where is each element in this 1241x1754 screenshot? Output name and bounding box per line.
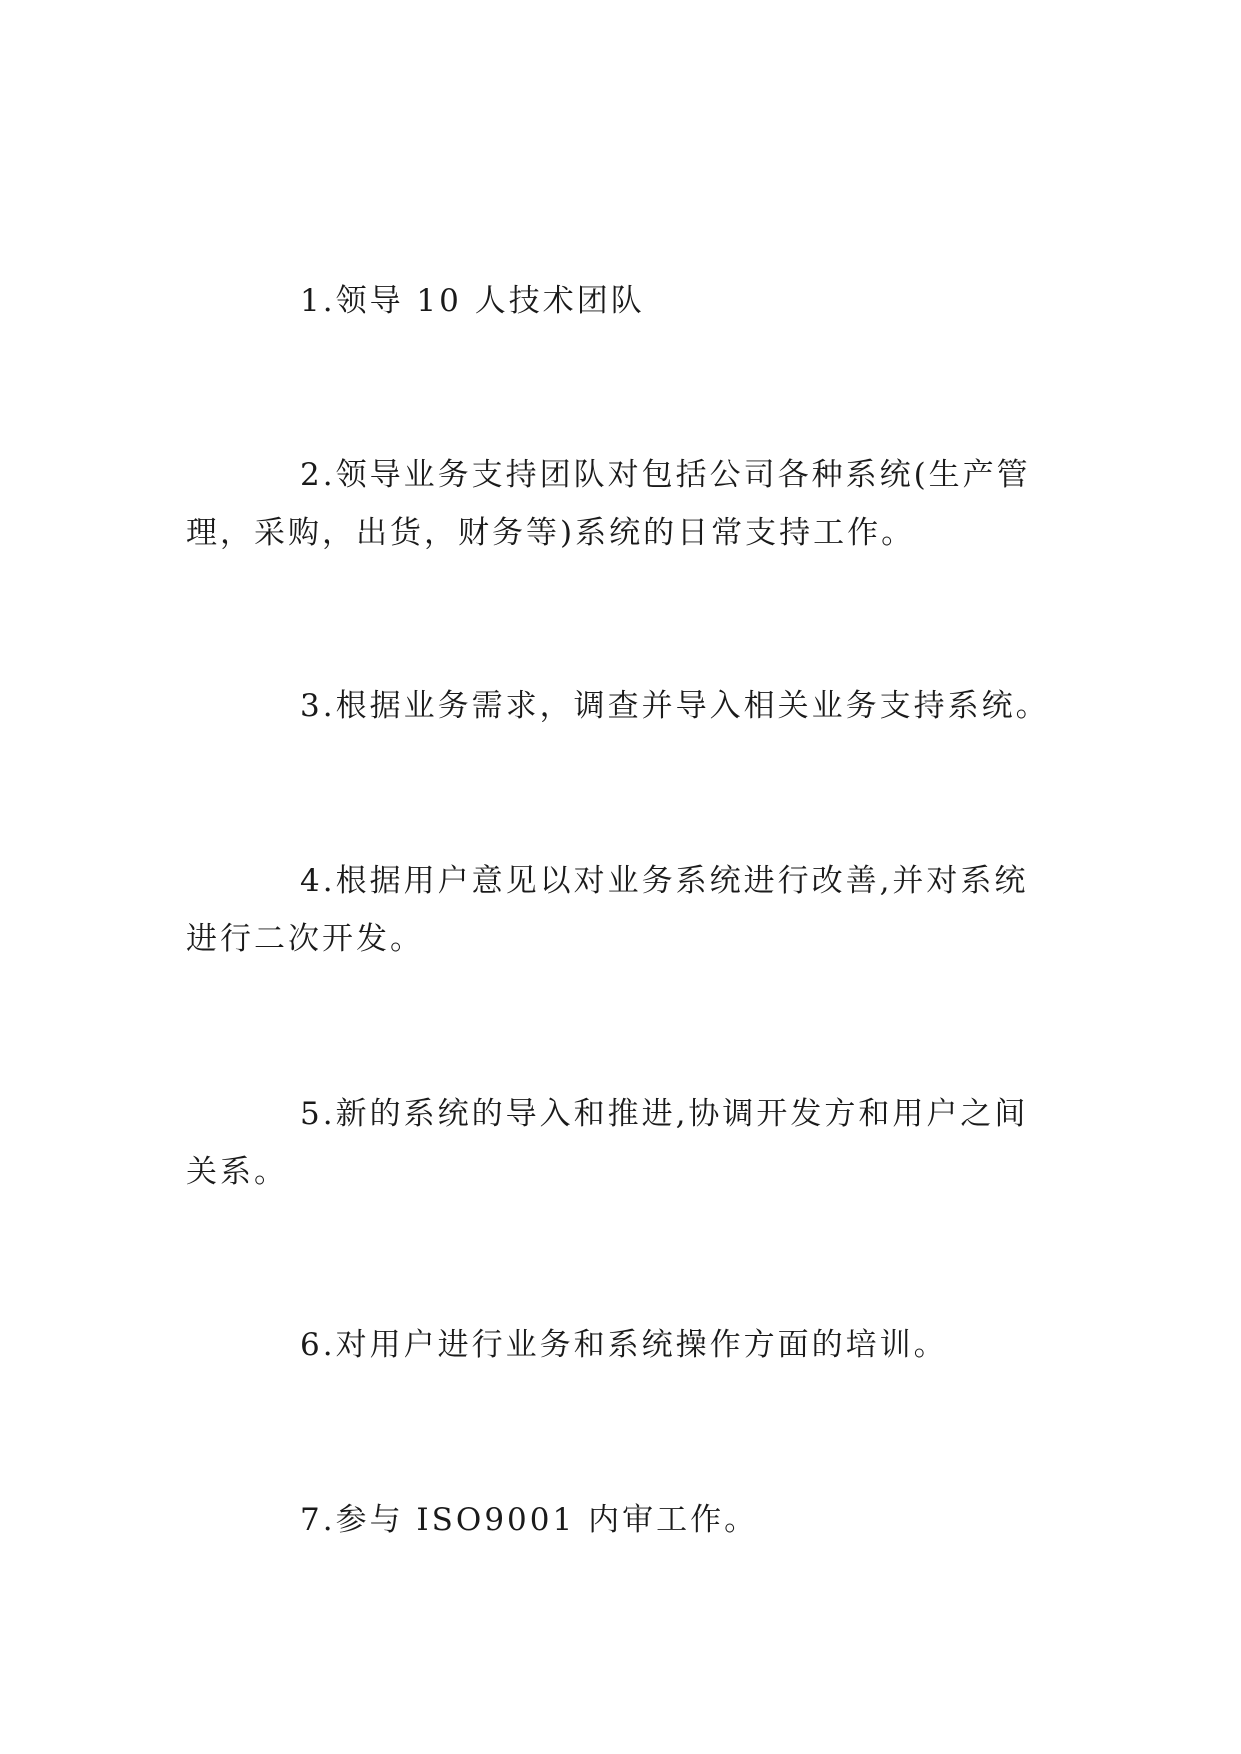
list-item: 7.参与 ISO9001 内审工作。 <box>300 1502 759 1538</box>
list-item: 5.新的系统的导入和推进,协调开发方和用户之间关系。 <box>186 1096 1029 1190</box>
list-item: 2.领导业务支持团队对包括公司各种系统(生产管理，采购，出货，财务等)系统的日常支持工作。 <box>186 457 1031 551</box>
list-item: 1.领导 10 人技术团队 <box>300 283 645 319</box>
list-item: 3.根据业务需求，调查并导入相关业务支持系统。 <box>300 688 1050 724</box>
list-item: 4.根据用户意见以对业务系统进行改善,并对系统进行二次开发。 <box>186 863 1029 957</box>
list-item: 6.对用户进行业务和系统操作方面的培训。 <box>300 1327 948 1363</box>
